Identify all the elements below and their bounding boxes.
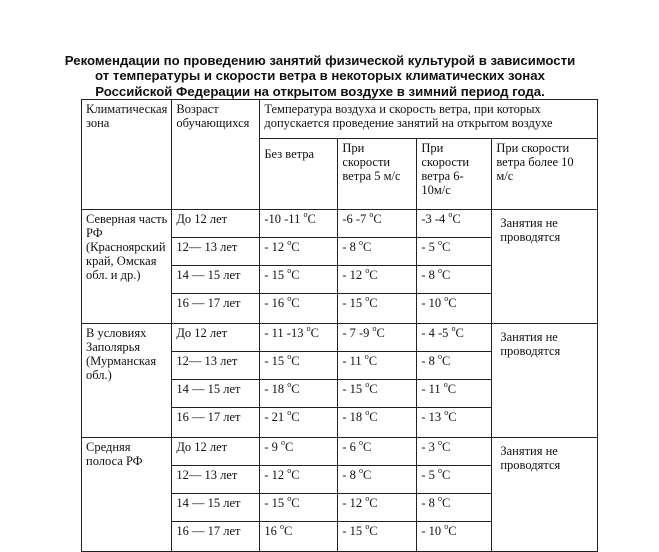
- subheader-wind-2-line: ветра 6-: [421, 169, 464, 183]
- age-group: [172, 324, 260, 352]
- subheader-wind-3-line: м/с: [496, 169, 514, 183]
- subheader-wind-3-line: ветра более 10: [496, 155, 574, 169]
- age-group: [172, 210, 260, 238]
- temp-value: - 3: [421, 440, 439, 454]
- subheader-wind-1-line: скорости: [342, 155, 391, 169]
- temp-t0: [260, 438, 338, 466]
- temp-t2: [417, 466, 492, 494]
- celsius-unit: C: [369, 496, 378, 510]
- note-no-classes-line: проводятся: [500, 344, 561, 358]
- title-line-3: Российской Федерации на открытом воздухе в зимний период года.: [95, 83, 545, 99]
- temp-t0: [260, 210, 338, 238]
- age-label: 14 — 15 лет: [176, 382, 241, 396]
- celsius-unit: C: [447, 382, 457, 396]
- celsius-unit: C: [442, 440, 451, 454]
- temp-value: - 10: [421, 524, 445, 538]
- temp-value: - 13: [421, 410, 445, 424]
- celsius-unit: C: [369, 268, 378, 282]
- age-group: [172, 438, 260, 466]
- age-label: До 12 лет: [176, 326, 228, 340]
- note-no-classes: [492, 210, 598, 324]
- subheader-wind-2-line: скорости: [421, 155, 470, 169]
- age-label: До 12 лет: [176, 440, 228, 454]
- celsius-unit: C: [283, 524, 293, 538]
- zone-name-line: Северная часть: [86, 212, 168, 226]
- celsius-unit: C: [363, 240, 372, 254]
- temp-t2: [417, 408, 492, 438]
- celsius-unit: C: [369, 296, 378, 310]
- celsius-unit: C: [442, 468, 451, 482]
- temp-t1: [338, 238, 417, 266]
- celsius-unit: C: [291, 268, 300, 282]
- temp-value: - 15: [264, 268, 288, 282]
- age-label: 14 — 15 лет: [176, 496, 241, 510]
- temp-t2: [417, 266, 492, 294]
- header-zone-line: зона: [86, 116, 110, 130]
- age-group: [172, 294, 260, 324]
- temp-t1: [338, 408, 417, 438]
- temp-t1: [338, 324, 417, 352]
- age-label: 12— 13 лет: [176, 468, 238, 482]
- temp-value: - 5: [421, 468, 439, 482]
- zone-name-line: В условиях: [86, 326, 147, 340]
- zone-name: [82, 210, 172, 324]
- degree-mark: o: [287, 379, 292, 389]
- celsius-unit: C: [291, 468, 300, 482]
- temp-t0: [260, 494, 338, 522]
- temp-value: - 11: [421, 382, 444, 396]
- temp-value: - 8: [421, 268, 439, 282]
- celsius-unit: C: [363, 468, 372, 482]
- temp-t2: [417, 352, 492, 380]
- temp-value: - 21: [264, 410, 288, 424]
- degree-mark: o: [365, 493, 370, 503]
- temp-value: -10 -11: [264, 212, 304, 226]
- temp-value: - 16: [264, 296, 288, 310]
- degree-mark: o: [306, 323, 311, 333]
- celsius-unit: C: [363, 440, 372, 454]
- celsius-unit: C: [291, 496, 300, 510]
- temp-value: - 8: [342, 468, 360, 482]
- degree-mark: o: [359, 437, 364, 447]
- temp-t1: [338, 380, 417, 408]
- temp-t1: [338, 210, 417, 238]
- note-no-classes-line: Занятия не: [500, 216, 558, 230]
- degree-mark: o: [438, 493, 443, 503]
- temp-t2: [417, 294, 492, 324]
- zone-name-line: обл. и др.): [86, 268, 141, 282]
- age-group: [172, 466, 260, 494]
- recommendations-table: [81, 99, 598, 552]
- celsius-unit: C: [291, 410, 300, 424]
- celsius-unit: C: [369, 524, 378, 538]
- zone-name-line: обл.): [86, 368, 112, 382]
- degree-mark: o: [443, 379, 448, 389]
- temp-value: - 10: [421, 296, 445, 310]
- temp-value: - 18: [342, 410, 366, 424]
- temp-value: - 18: [264, 382, 288, 396]
- temp-t2: [417, 380, 492, 408]
- degree-mark: o: [359, 465, 364, 475]
- celsius-unit: C: [373, 212, 382, 226]
- zone-name-line: полоса РФ: [86, 454, 143, 468]
- zone-name: [82, 438, 172, 552]
- age-group: [172, 408, 260, 438]
- temp-value: - 7 -9: [342, 326, 373, 340]
- temp-value: - 15: [264, 496, 288, 510]
- note-no-classes: [492, 324, 598, 438]
- zone-name-line: край, Омская: [86, 254, 157, 268]
- temp-t0: [260, 324, 338, 352]
- zone-name-line: РФ: [86, 226, 103, 240]
- temp-value: - 5: [421, 240, 439, 254]
- degree-mark: o: [364, 351, 369, 361]
- degree-mark: o: [438, 465, 443, 475]
- subheader-wind-0: [260, 139, 338, 210]
- temp-value: - 12: [264, 468, 288, 482]
- celsius-unit: C: [291, 240, 300, 254]
- degree-mark: o: [303, 209, 308, 219]
- degree-mark: o: [279, 521, 284, 531]
- degree-mark: o: [365, 521, 370, 531]
- age-group: [172, 494, 260, 522]
- celsius-unit: C: [291, 382, 300, 396]
- note-no-classes-line: проводятся: [500, 230, 561, 244]
- celsius-unit: C: [291, 296, 300, 310]
- temp-value: 16: [264, 524, 280, 538]
- degree-mark: o: [369, 209, 374, 219]
- degree-mark: o: [372, 323, 377, 333]
- celsius-unit: C: [310, 326, 319, 340]
- subheader-wind-2-line: При: [421, 141, 444, 155]
- degree-mark: o: [444, 407, 449, 417]
- temp-value: - 15: [342, 524, 366, 538]
- degree-mark: o: [451, 323, 456, 333]
- celsius-unit: C: [442, 268, 451, 282]
- age-label: До 12 лет: [176, 212, 228, 226]
- degree-mark: o: [438, 351, 443, 361]
- temp-t1: [338, 494, 417, 522]
- zone-name: [82, 324, 172, 438]
- celsius-unit: C: [376, 326, 385, 340]
- temp-t0: [260, 466, 338, 494]
- age-group: [172, 522, 260, 552]
- degree-mark: o: [448, 209, 453, 219]
- temp-value: - 15: [264, 354, 288, 368]
- degree-mark: o: [365, 379, 370, 389]
- subheader-wind-2: [417, 139, 492, 210]
- title-line-1: Рекомендации по проведению занятий физической культурой в зависимости: [64, 53, 576, 68]
- age-label: 16 — 17 лет: [176, 410, 241, 424]
- celsius-unit: C: [452, 212, 461, 226]
- temp-t2: [417, 210, 492, 238]
- header-temperature-line: допускается проведение занятий на открытом воздухе: [264, 116, 553, 130]
- temp-t2: [417, 438, 492, 466]
- temp-t0: [260, 352, 338, 380]
- zone-name-line: Средняя: [86, 440, 131, 454]
- degree-mark: o: [365, 265, 370, 275]
- degree-mark: o: [438, 437, 443, 447]
- temp-t1: [338, 352, 417, 380]
- note-no-classes-line: Занятия не: [500, 444, 558, 458]
- degree-mark: o: [444, 521, 449, 531]
- degree-mark: o: [287, 351, 292, 361]
- celsius-unit: C: [285, 440, 294, 454]
- temp-t1: [338, 438, 417, 466]
- temp-t1: [338, 266, 417, 294]
- header-temperature: [260, 100, 598, 139]
- subheader-wind-1: [338, 139, 417, 210]
- header-row: [82, 100, 598, 139]
- subheader-wind-3: [492, 139, 598, 210]
- temp-t1: [338, 294, 417, 324]
- zone-name-line: (Мурманская: [86, 354, 157, 368]
- temp-t0: [260, 522, 338, 552]
- age-group: [172, 352, 260, 380]
- celsius-unit: C: [448, 296, 457, 310]
- celsius-unit: C: [455, 326, 464, 340]
- document-title: [40, 53, 600, 99]
- age-group: [172, 266, 260, 294]
- age-label: 12— 13 лет: [176, 354, 238, 368]
- temp-value: - 8: [342, 240, 360, 254]
- celsius-unit: C: [368, 354, 378, 368]
- header-zone-line: Климатическая: [86, 102, 168, 116]
- degree-mark: o: [287, 493, 292, 503]
- temp-t0: [260, 408, 338, 438]
- degree-mark: o: [438, 237, 443, 247]
- subheader-wind-1-line: ветра 5 м/с: [342, 169, 401, 183]
- temp-t0: [260, 380, 338, 408]
- celsius-unit: C: [448, 410, 457, 424]
- table-row: [82, 210, 598, 238]
- temp-value: -6 -7: [342, 212, 370, 226]
- degree-mark: o: [365, 293, 370, 303]
- header-age-line: обучающихся: [176, 116, 250, 130]
- temp-value: - 8: [421, 496, 439, 510]
- degree-mark: o: [365, 407, 370, 417]
- temp-value: - 4 -5: [421, 326, 452, 340]
- age-label: 16 — 17 лет: [176, 524, 241, 538]
- age-group: [172, 380, 260, 408]
- temp-value: - 9: [264, 440, 282, 454]
- celsius-unit: C: [291, 354, 300, 368]
- zone-name-line: Заполярья: [86, 340, 141, 354]
- note-no-classes-line: проводятся: [500, 458, 561, 472]
- temp-value: - 6: [342, 440, 360, 454]
- celsius-unit: C: [307, 212, 316, 226]
- degree-mark: o: [287, 293, 292, 303]
- celsius-unit: C: [442, 496, 451, 510]
- celsius-unit: C: [442, 240, 451, 254]
- temp-t2: [417, 494, 492, 522]
- temp-t0: [260, 294, 338, 324]
- temp-t1: [338, 522, 417, 552]
- subheader-wind-3-line: При скорости: [496, 141, 570, 155]
- temp-value: -3 -4: [421, 212, 449, 226]
- age-group: [172, 238, 260, 266]
- degree-mark: o: [359, 237, 364, 247]
- degree-mark: o: [287, 265, 292, 275]
- title-line-2: от температуры и скорости ветра в некоторых климатических зонах: [95, 68, 545, 84]
- temp-t2: [417, 238, 492, 266]
- age-label: 16 — 17 лет: [176, 296, 241, 310]
- degree-mark: o: [287, 237, 292, 247]
- header-age-line: Возраст: [176, 102, 219, 116]
- celsius-unit: C: [442, 354, 451, 368]
- celsius-unit: C: [369, 410, 378, 424]
- note-no-classes-line: Занятия не: [500, 330, 558, 344]
- temp-value: - 11: [342, 354, 365, 368]
- header-temperature-line: Температура воздуха и скорость ветра, при которых: [264, 102, 541, 116]
- temp-t2: [417, 522, 492, 552]
- header-age: [172, 100, 260, 210]
- temp-t0: [260, 238, 338, 266]
- zone-name-line: (Красноярский: [86, 240, 166, 254]
- temp-value: - 12: [264, 240, 288, 254]
- temp-t2: [417, 324, 492, 352]
- degree-mark: o: [287, 407, 292, 417]
- temp-value: - 11 -13: [264, 326, 307, 340]
- subheader-wind-1-line: При: [342, 141, 365, 155]
- note-no-classes: [492, 438, 598, 552]
- celsius-unit: C: [448, 524, 457, 538]
- temp-value: - 12: [342, 268, 366, 282]
- celsius-unit: C: [369, 382, 378, 396]
- degree-mark: o: [444, 293, 449, 303]
- temp-value: - 15: [342, 296, 366, 310]
- temp-t0: [260, 266, 338, 294]
- subheader-wind-0-line: Без ветра: [264, 147, 315, 161]
- temp-value: - 15: [342, 382, 366, 396]
- degree-mark: o: [438, 265, 443, 275]
- age-label: 14 — 15 лет: [176, 268, 241, 282]
- header-zone: [82, 100, 172, 210]
- degree-mark: o: [281, 437, 286, 447]
- table-body: [82, 100, 598, 552]
- table-row: [82, 438, 598, 466]
- age-label: 12— 13 лет: [176, 240, 238, 254]
- temp-t1: [338, 466, 417, 494]
- degree-mark: o: [287, 465, 292, 475]
- temp-value: - 8: [421, 354, 439, 368]
- subheader-wind-2-line: 10м/с: [421, 183, 451, 197]
- table-row: [82, 324, 598, 352]
- temp-value: - 12: [342, 496, 366, 510]
